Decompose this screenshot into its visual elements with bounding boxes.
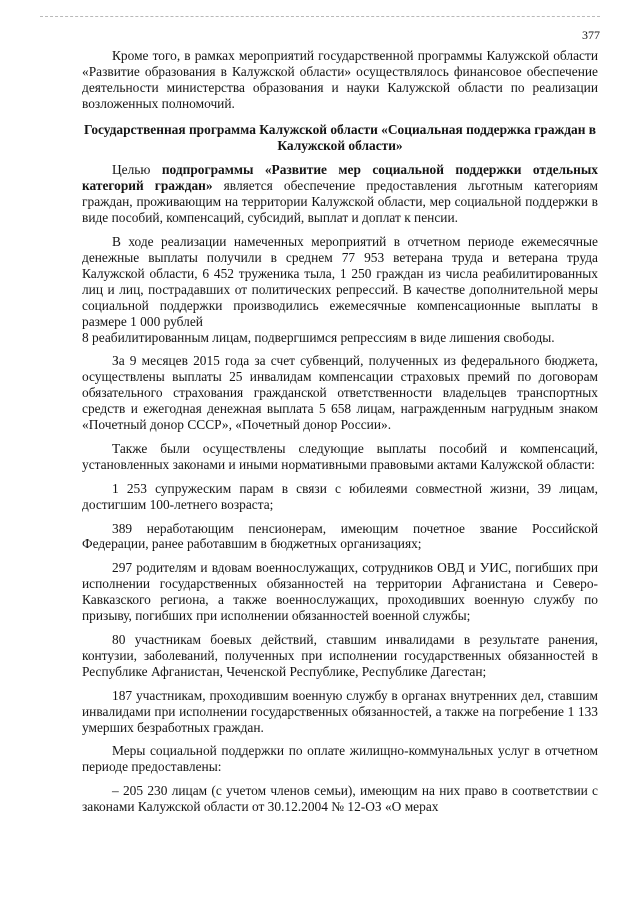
housing-paragraph: Меры социальной поддержки по оплате жилищно-коммунальных услуг в отчетном периоде предоставлены:	[82, 743, 598, 775]
measures-paragraph-1: В ходе реализации намеченных мероприятий в отчетном периоде ежемесячные денежные выплаты получили в среднем 77 953 ветерана труда и ветерана труда Калужской области, 6 452 труженика тыла, 1 250 граждан из числа реабилитированных лиц и лиц, пострадавших от политических репрессий. В качестве дополнительной меры социальной поддержки производились ежемесячные компенсационные выплаты в размере 1 000 рублей	[82, 234, 598, 329]
subprogram-name: подпрограммы «Развитие мер социальной поддержки отдельных категорий граждан»	[82, 162, 598, 194]
intro-paragraph: Кроме того, в рамках мероприятий государственной программы Калужской области «Развитие образования в Калужской области» осуществлялось финансовое обеспечение деятельности министерства образования и науки Калужской области по реализации возложенных полномочий.	[82, 48, 598, 111]
scan-edge-line	[40, 16, 600, 17]
subventions-paragraph: За 9 месяцев 2015 года за счет субвенций, полученных из федерального бюджета, осуществлены выплаты 25 инвалидам компенсации страховых премий по договорам обязательного страхования гражданской ответственности владельцев транспортных средств и ежегодная денежная выплата 5 658 лицам, награжденным нагрудным знаком «Почетный донор СССР», «Почетный донор России».	[82, 353, 598, 433]
payment-item: 1 253 супружеским парам в связи с юбилеями совместной жизни, 39 лицам, достигшим 100-летнего возраста;	[82, 480, 598, 512]
payment-item: 389 неработающим пенсионерам, имеющим почетное звание Российской Федерации, ранее работавшим в бюджетных организациях;	[82, 520, 598, 552]
section-heading: Государственная программа Калужской области «Социальная поддержка граждан в Калужской области»	[83, 121, 597, 153]
goal-lead-text: Целью	[112, 162, 162, 178]
payment-item: 297 родителям и вдовам военнослужащих, сотрудников ОВД и УИС, погибших при исполнении государственных обязанностей на территории Афганистана и Северо-Кавказского региона, а также военнослужащих, проходивших военную службу по призыву, погибших при исполнении обязанностей военной службы;	[82, 560, 598, 624]
other-payments-paragraph: Также были осуществлены следующие выплаты пособий и компенсаций, установленных законами и иными нормативными правовыми актами Калужской области:	[82, 440, 598, 472]
housing-item: – 205 230 лицам (с учетом членов семьи), имеющим на них право в соответствии с законами Калужской области от 30.12.2004 № 12-ОЗ «О мерах	[82, 783, 598, 815]
goal-paragraph	[82, 162, 598, 226]
measures-paragraph-2: 8 реабилитированным лицам, подвергшимся репрессиям в виде лишения свободы.	[82, 329, 555, 345]
page-number: 377	[582, 28, 600, 42]
payment-item: 80 участникам боевых действий, ставшим инвалидами в результате ранения, контузии, заболеваний, полученных при исполнении государственных обязанностей в Республике Афганистан, Чеченской Республике, Республике Дагестан;	[82, 632, 598, 679]
goal-rest-text: является обеспечение предоставления льготным категориям граждан, проживающим на территории Калужской области, мер социальной поддержки в виде пособий, компенсаций, субсидий, выплат и доплат к пенсии.	[82, 178, 598, 226]
payment-item: 187 участникам, проходившим военную службу в органах внутренних дел, ставшим инвалидами при исполнении государственных обязанностей, а также на погребение 1 133 умерших безработных граждан.	[82, 687, 598, 735]
document-body	[82, 48, 598, 815]
